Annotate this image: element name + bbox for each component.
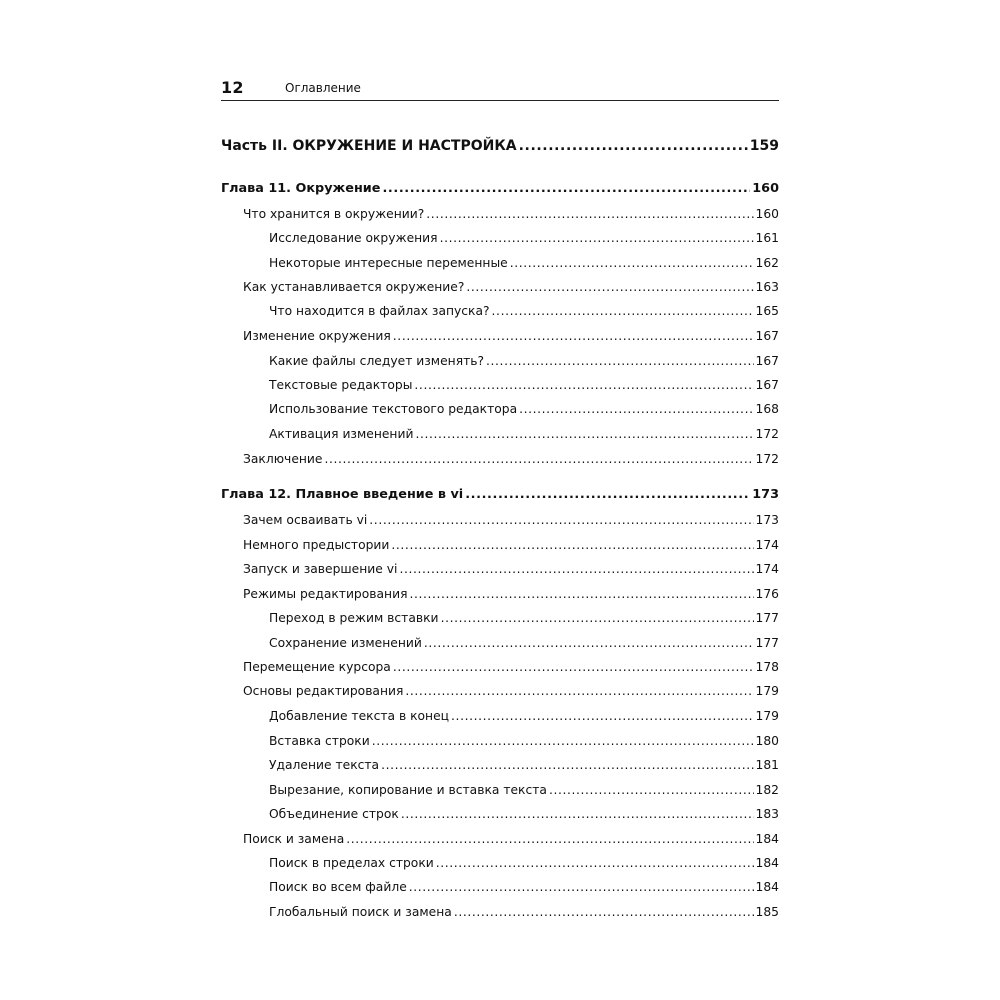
- toc-entry-title: Использование текстового редактора: [269, 402, 518, 416]
- toc-subsection-entry: [221, 402, 779, 416]
- toc-dot-leader: [440, 231, 754, 245]
- toc-subsection-entry: [221, 734, 779, 748]
- toc-entry-title: Основы редактирования: [243, 684, 404, 698]
- toc-entry-title: Что находится в файлах запуска?: [269, 304, 490, 318]
- toc-entry-title: Добавление текста в конец: [269, 709, 450, 723]
- toc-entry-page: 178: [755, 660, 779, 674]
- toc-entry-title: Сохранение изменений: [269, 636, 422, 650]
- toc-dot-leader: [510, 256, 754, 270]
- toc-subsection-entry: [221, 231, 779, 245]
- toc-entry-page: 173: [755, 513, 779, 527]
- toc-dot-leader: [414, 378, 753, 392]
- toc-section-entry: [221, 280, 779, 294]
- toc-entry-title: Какие файлы следует изменять?: [269, 354, 485, 368]
- toc-entry-page: 167: [755, 378, 779, 392]
- toc-dot-leader: [401, 807, 754, 821]
- page-number: 12: [221, 78, 244, 97]
- toc-subsection-entry: [221, 427, 779, 441]
- toc-entry-title: Как устанавливается окружение?: [243, 280, 465, 294]
- toc-dot-leader: [519, 138, 748, 154]
- toc-dot-leader: [441, 611, 754, 625]
- toc-entry-page: 177: [755, 611, 779, 625]
- toc-entry-title: Зачем осваивать vi: [243, 513, 368, 527]
- toc-entry-page: 180: [755, 734, 779, 748]
- toc-section-entry: [221, 452, 779, 466]
- toc-entry-title: Некоторые интересные переменные: [269, 256, 508, 270]
- toc-entry-page: 183: [755, 807, 779, 821]
- toc-entry-title: Поиск в пределах строки: [269, 856, 434, 870]
- toc-entry-title: Активация изменений: [269, 427, 414, 441]
- toc-entry-page: 184: [755, 880, 779, 894]
- toc-entry-page: 174: [755, 538, 779, 552]
- toc-entry-title: Поиск во всем файле: [269, 880, 407, 894]
- toc-dot-leader: [436, 856, 754, 870]
- toc-entry-title: Переход в режим вставки: [269, 611, 439, 625]
- toc-section-entry: [221, 562, 779, 576]
- toc-section-entry: [221, 329, 779, 343]
- toc-subsection-entry: [221, 636, 779, 650]
- toc-subsection-entry: [221, 611, 779, 625]
- toc-dot-leader: [393, 660, 754, 674]
- toc-entry-page: 177: [755, 636, 779, 650]
- toc-subsection-entry: [221, 807, 779, 821]
- toc-dot-leader: [519, 402, 753, 416]
- toc-entry-title: Режимы редактирования: [243, 587, 408, 601]
- toc-dot-leader: [409, 587, 753, 601]
- toc-dot-leader: [451, 709, 753, 723]
- toc-dot-leader: [409, 880, 754, 894]
- toc-section-entry: [221, 538, 779, 552]
- toc-entry-page: 172: [755, 427, 779, 441]
- toc-entry-title: Удаление текста: [269, 758, 380, 772]
- toc-entry-title: Исследование окружения: [269, 231, 438, 245]
- toc-entry-page: 162: [755, 256, 779, 270]
- toc-entry-title: Заключение: [243, 452, 323, 466]
- page-header: [221, 76, 779, 101]
- toc-entry-title: Перемещение курсора: [243, 660, 391, 674]
- toc-entry-page: 176: [755, 587, 779, 601]
- toc-dot-leader: [393, 329, 754, 343]
- toc-dot-leader: [454, 905, 754, 919]
- toc-entry-page: 184: [755, 856, 779, 870]
- toc-dot-leader: [346, 832, 753, 846]
- toc-subsection-entry: [221, 256, 779, 270]
- toc-entry-page: 173: [752, 487, 779, 502]
- toc-entry-page: 179: [755, 684, 779, 698]
- toc-entry-title: Глобальный поиск и замена: [269, 905, 452, 919]
- toc-dot-leader: [424, 636, 754, 650]
- running-head: Оглавление: [285, 81, 361, 95]
- toc-entry-title: Изменение окружения: [243, 329, 391, 343]
- toc-entry-title: Вырезание, копирование и вставка текста: [269, 783, 547, 797]
- toc-chapter-entry: [221, 181, 779, 196]
- toc-entry-title: Часть II. ОКРУЖЕНИЕ И НАСТРОЙКА: [221, 138, 517, 154]
- toc-section-entry: [221, 587, 779, 601]
- toc-entry-page: 165: [755, 304, 779, 318]
- toc-subsection-entry: [221, 905, 779, 919]
- toc-section-entry: [221, 684, 779, 698]
- toc-entry-page: 181: [755, 758, 779, 772]
- toc-entry-page: 167: [755, 354, 779, 368]
- toc-entry-title: Глава 12. Плавное введение в vi: [221, 487, 464, 502]
- toc-subsection-entry: [221, 880, 779, 894]
- toc-dot-leader: [369, 513, 753, 527]
- toc-entry-title: Немного предыстории: [243, 538, 390, 552]
- toc-dot-leader: [465, 487, 750, 502]
- toc-dot-leader: [381, 758, 753, 772]
- toc-dot-leader: [426, 207, 753, 221]
- toc-entry-page: 163: [755, 280, 779, 294]
- toc-entry-title: Запуск и завершение vi: [243, 562, 398, 576]
- toc-entry-title: Глава 11. Окружение: [221, 181, 381, 196]
- toc-subsection-entry: [221, 378, 779, 392]
- toc-entry-page: 168: [755, 402, 779, 416]
- toc-section-entry: [221, 832, 779, 846]
- toc-entry-page: 172: [755, 452, 779, 466]
- toc-dot-leader: [405, 684, 753, 698]
- toc-entry-page: 160: [755, 207, 779, 221]
- toc-dot-leader: [466, 280, 753, 294]
- toc-dot-leader: [549, 783, 754, 797]
- toc-dot-leader: [391, 538, 753, 552]
- book-page: [221, 0, 779, 1000]
- toc-section-entry: [221, 207, 779, 221]
- toc-entry-title: Что хранится в окружении?: [243, 207, 425, 221]
- toc-entry-title: Вставка строки: [269, 734, 370, 748]
- toc-subsection-entry: [221, 354, 779, 368]
- toc-chapter-entry: [221, 487, 779, 502]
- toc-entry-title: Объединение строк: [269, 807, 399, 821]
- toc-entry-page: 160: [752, 181, 779, 196]
- toc-entry-page: 185: [755, 905, 779, 919]
- toc-entry-page: 182: [755, 783, 779, 797]
- toc-entry-page: 167: [755, 329, 779, 343]
- toc-dot-leader: [382, 181, 750, 196]
- toc-dot-leader: [492, 304, 754, 318]
- toc-entry-title: Текстовые редакторы: [269, 378, 413, 392]
- toc-dot-leader: [399, 562, 753, 576]
- toc-entry-page: 174: [755, 562, 779, 576]
- toc-entry-page: 159: [749, 138, 779, 154]
- toc-part-entry: [221, 138, 779, 154]
- toc-dot-leader: [486, 354, 753, 368]
- toc-subsection-entry: [221, 783, 779, 797]
- toc-section-entry: [221, 513, 779, 527]
- toc-entry-title: Поиск и замена: [243, 832, 345, 846]
- toc-entry-page: 161: [755, 231, 779, 245]
- toc-subsection-entry: [221, 856, 779, 870]
- toc-dot-leader: [325, 452, 754, 466]
- toc-section-entry: [221, 660, 779, 674]
- toc-dot-leader: [415, 427, 753, 441]
- toc-subsection-entry: [221, 709, 779, 723]
- toc-entry-page: 179: [755, 709, 779, 723]
- toc-subsection-entry: [221, 758, 779, 772]
- toc-subsection-entry: [221, 304, 779, 318]
- toc-entry-page: 184: [755, 832, 779, 846]
- toc-dot-leader: [372, 734, 754, 748]
